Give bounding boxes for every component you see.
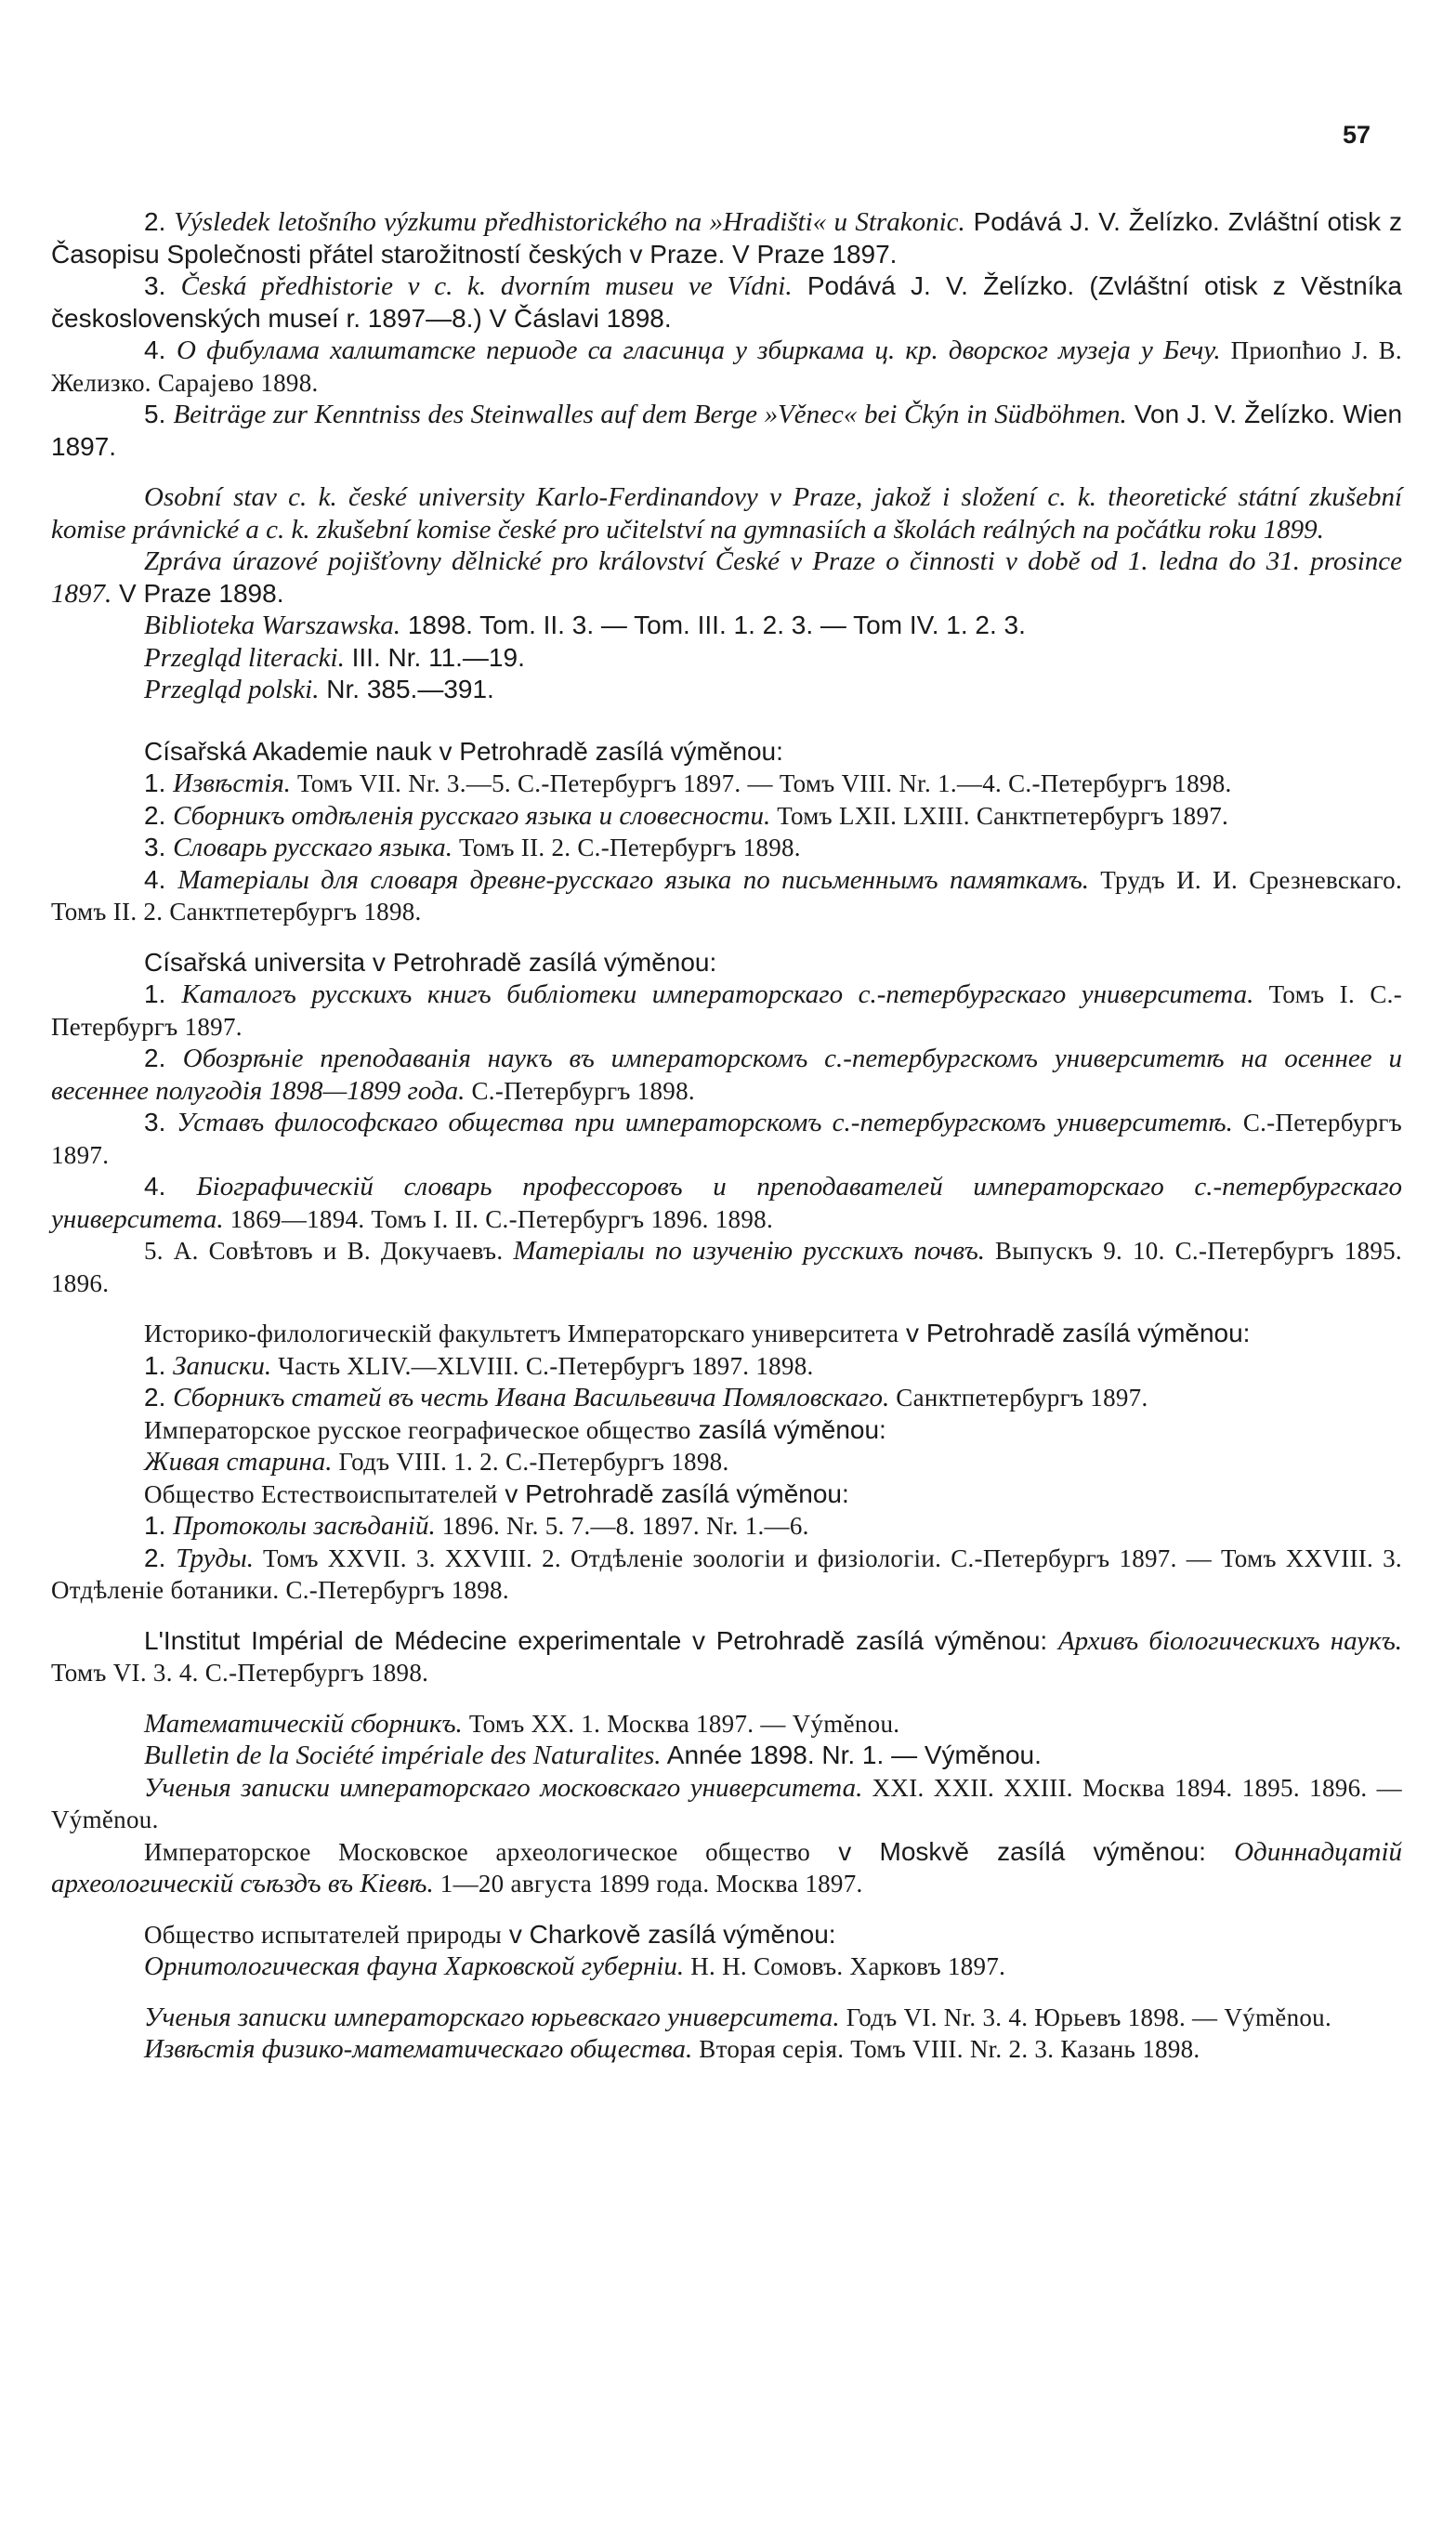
entry-text: 1. (144, 1511, 174, 1540)
entry-text: Томъ XX. 1. Москва 1897. — Výměnou. (462, 1709, 900, 1738)
entry-title: Уставъ философскаго общества при императорскомъ с.-петербургскомъ университетѣ. (177, 1108, 1233, 1137)
entry-text: 1. (144, 1350, 174, 1380)
entry-text: Общество испытателей природы (144, 1920, 503, 1949)
entry-text: 2. (144, 207, 175, 236)
bibliography-entry (51, 1708, 1402, 1740)
entry-text: С.-Петербургъ 1898. (465, 1076, 695, 1105)
bibliography-entry (51, 674, 1402, 706)
entry-text: Томъ II. 2. С.-Петербургъ 1898. (453, 834, 801, 861)
entry-text: v Petrohradě zasílá výměnou: (899, 1319, 1251, 1347)
entry-title: Извѣстія. (173, 768, 291, 798)
entry-text: 1. (144, 979, 182, 1008)
entry-text: Von J. V. Želízko. Wien 1897. (51, 400, 1403, 461)
entry-title: Матеріалы для словаря древне-русскаго языка по письменнымъ памяткамъ. (177, 864, 1090, 895)
entry-text: Томъ LXII. LXIII. Санктпетербургъ 1897. (770, 801, 1229, 830)
entry-title: Одиннадцатій археологическій съѣздъ въ Кіевѣ. (51, 1836, 1403, 1898)
bibliography-entry (51, 399, 1402, 463)
entry-text: Приопћио Ј. В. Желизко. Сарајево 1898. (51, 336, 1402, 397)
bibliography-entry (51, 1107, 1402, 1171)
entry-title: Výsledek letošního výzkumu předhistorického na »Hradišti« u Strakonic. (174, 207, 965, 237)
entry-text: III. Nr. 11.—19. (344, 642, 525, 672)
entry-title: Математическій сборникъ. (144, 1708, 463, 1739)
entry-title: Каталогъ русскихъ книгъ библіотеки императорскаго с.-петербургскаго университета. (181, 979, 1254, 1009)
entry-text: Podává J. V. Želízko. (Zvláštní otisk z Věstníka československých museí r. 1897—8.) V Čáslavi 1898. (51, 271, 1402, 333)
bibliography-entry (51, 1318, 1402, 1350)
bibliography-entry (51, 1414, 1402, 1447)
entry-title: Сборникъ отдѣленія русскаго языка и словесности. (173, 800, 771, 831)
bibliography-entry (51, 1740, 1402, 1772)
entry-text: Císařská Akademie nauk v Petrohradě zasílá výměnou: (144, 736, 783, 766)
entry-title: Матеріалы по изученію русскихъ почвъ. (513, 1236, 986, 1266)
entry-text: 2. (144, 1044, 183, 1072)
entry-title: Словарь русскаго языка. (173, 833, 453, 862)
entry-title: Biblioteka Warszawska. (144, 611, 401, 640)
entry-title: Записки. (173, 1350, 272, 1381)
entry-title: Обозрѣніе преподаванія наукъ въ императорскомъ с.-петербургскомъ университетѣ на осеннее и весеннее полугодія 1898—1899 года. (51, 1044, 1402, 1106)
entry-title: Архивъ біологическихъ наукъ. (1057, 1625, 1403, 1656)
entry-text: Nr. 385.—391. (319, 675, 494, 703)
entry-text: 1869—1894. Томъ I. II. С.-Петербургъ 1896. 1898. (223, 1204, 774, 1233)
entry-text: Томъ VI. 3. 4. С.-Петербургъ 1898. (51, 1659, 429, 1687)
entry-text: v Charkově zasílá výměnou: (502, 1919, 836, 1949)
entry-title: Сборникъ статей въ честь Ивана Васильевича Помяловскаго. (173, 1383, 890, 1412)
bibliography-entry (51, 1510, 1402, 1543)
bibliography-entry (51, 1919, 1402, 1951)
entry-text: Císařská universita v Petrohradě zasílá výměnou: (144, 947, 717, 977)
entry-text: Podává J. V. Želízko. Zvláštní otisk z Časopisu Společnosti přátel starožitností českých v Praze. V Praze 1897. (51, 207, 1402, 269)
bibliography-entry (51, 1625, 1402, 1689)
entry-text: L'Institut Impérial de Médecine experimentale v Petrohradě zasílá výměnou: (144, 1625, 1058, 1655)
bibliography-entry (51, 1043, 1402, 1107)
entry-title: Zpráva úrazové pojišťovny dělnické pro království České v Praze o činnosti v době od 1. ledna do 31. prosince 1897. (51, 546, 1402, 609)
entry-text: 1—20 августа 1899 года. Москва 1897. (433, 1870, 863, 1898)
bibliography-entry (51, 800, 1402, 833)
entry-text: Санктпетербургъ 1897. (889, 1384, 1148, 1412)
bibliography-entry (51, 206, 1402, 270)
page-body (51, 206, 1402, 2066)
bibliography-entry (51, 610, 1402, 642)
entry-text: XXI. XXII. XXIII. Москва 1894. 1895. 1896. — Výměnou. (51, 1773, 1402, 1833)
entry-text: zasílá výměnou: (690, 1414, 886, 1444)
entry-text: 4. (144, 335, 177, 364)
bibliography-entry (51, 270, 1402, 335)
bibliography-entry (51, 1951, 1402, 1983)
entry-text: 2. (144, 800, 174, 830)
entry-title: Орнитологическая фауна Харковской губерніи. (144, 1951, 685, 1981)
entry-title: Извѣстія физико-математическаго общества. (144, 2034, 693, 2064)
bibliography-entry (51, 1836, 1402, 1900)
bibliography-entry (51, 481, 1402, 545)
entry-title: Przegląd literacki. (144, 642, 345, 673)
entry-text: Общество Естествоиспытателей (144, 1479, 498, 1508)
entry-text: Вторая серія. Томъ VIII. Nr. 2. 3. Казань 1898. (692, 2035, 1200, 2063)
bibliography-entry (51, 1171, 1402, 1235)
entry-text: Томъ VII. Nr. 3.—5. С.-Петербургъ 1897. — Томъ VIII. Nr. 1.—4. С.-Петербургъ 1898. (290, 769, 1232, 797)
bibliography-entry (51, 1543, 1402, 1607)
entry-text: Н. Н. Сомовъ. Харковъ 1897. (684, 1952, 1006, 1980)
bibliography-entry (51, 832, 1402, 864)
bibliography-entry (51, 2002, 1402, 2034)
entry-text: Часть XLIV.—XLVIII. С.-Петербургъ 1897. 1898. (271, 1351, 814, 1380)
entry-text: V Praze 1898. (111, 578, 284, 608)
entry-title: О фибулама халштатске периоде са гласинца у збиркама ц. кр. дворског музеја у Бечу. (177, 335, 1221, 365)
entry-title: Bulletin de la Société impériale des Naturalites. (144, 1740, 662, 1770)
entry-text: С.-Петербургъ 1897. (51, 1109, 1402, 1169)
bibliography-entry (51, 335, 1402, 399)
bibliography-entry (51, 864, 1402, 928)
bibliography-entry (51, 1772, 1402, 1836)
bibliography-entry (51, 1350, 1402, 1383)
entry-title: Przegląd polski. (144, 675, 320, 704)
entry-title: Osobní stav c. k. české university Karlo-Ferdinandovy v Praze, jakož i složení c. k. theoretické státní zkušební komise právnické a c. k. zkušební komise české pro učitelství na gymnasiích a školách reálných na počátku roku 1899. (51, 482, 1402, 545)
entry-title: Живая старина. (144, 1447, 333, 1477)
entry-text: Année 1898. Nr. 1. — Výměnou. (661, 1740, 1042, 1769)
entry-text: Трудъ И. И. Срезневскаго. Томъ II. 2. Санктпетербургъ 1898. (51, 865, 1402, 926)
entry-text: 4. (144, 1172, 197, 1201)
entry-title: Česká předhistorie v c. k. dvorním museu ve Vídni. (180, 271, 793, 301)
bibliography-entry (51, 768, 1402, 800)
entry-text: Годъ VI. Nr. 3. 4. Юрьевъ 1898. — Výměnou. (839, 2003, 1332, 2031)
bibliography-entry (51, 736, 1402, 768)
entry-text: 3. (144, 833, 174, 861)
entry-text: 5. А. Совѣтовъ и В. Докучаевъ. (144, 1237, 514, 1265)
entry-title: Beiträge zur Kenntniss des Steinwalles auf dem Berge »Věnec« bei Čkýn in Südböhmen. (173, 400, 1127, 429)
entry-text: Годъ VIII. 1. 2. С.-Петербургъ 1898. (332, 1448, 729, 1476)
entry-text: Императорское русское географическое общество (144, 1415, 691, 1444)
entry-text: Историко-филологическій факультетъ Императорскаго университета (144, 1320, 899, 1347)
entry-title: Ученыя записки императорскаго юрьевскаго университета. (144, 2002, 840, 2032)
entry-title: Труды. (176, 1543, 254, 1573)
entry-text: Императорское Московское археологическое общество (144, 1837, 811, 1866)
entry-text: 1898. Tom. II. 3. — Tom. III. 1. 2. 3. — Tom IV. 1. 2. 3. (400, 611, 1026, 639)
bibliography-entry (51, 979, 1402, 1043)
entry-text: 2. (144, 1383, 174, 1412)
entry-text: 5. (144, 400, 174, 428)
bibliography-entry (51, 1478, 1402, 1511)
entry-text: 1. (144, 768, 174, 797)
entry-text: 1896. Nr. 5. 7.—8. 1897. Nr. 1.—6. (435, 1512, 809, 1540)
entry-text: Выпускъ 9. 10. С.-Петербургъ 1895. 1896. (51, 1237, 1402, 1297)
bibliography-entry (51, 642, 1402, 675)
entry-text: 4. (144, 864, 178, 894)
entry-text: 2. (144, 1543, 177, 1572)
entry-title: Біографическій словарь профессоровъ и преподавателей императорскаго с.-петербургскаго университета. (51, 1172, 1403, 1234)
bibliography-entry (51, 947, 1402, 979)
entry-text: 3. (144, 271, 181, 300)
bibliography-entry (51, 545, 1402, 610)
bibliography-entry (51, 1446, 1402, 1478)
entry-text: 3. (144, 1108, 177, 1136)
entry-title: Ученыя записки императорскаго московскаго университета. (144, 1772, 863, 1803)
entry-text: v Petrohradě zasílá výměnou: (497, 1478, 849, 1508)
bibliography-entry (51, 2033, 1402, 2066)
bibliography-entry (51, 1382, 1402, 1414)
bibliography-entry (51, 1235, 1402, 1299)
entry-text: Томъ I. С.-Петербургъ 1897. (51, 980, 1402, 1041)
entry-title: Протоколы засѣданій. (173, 1511, 436, 1541)
entry-text: Томъ XXVII. 3. XXVIII. 2. Отдѣленіе зоологіи и физіологіи. С.-Петербургъ 1897. — Томъ XXVIII. 3. Отдѣленіе ботаники. С.-Петербургъ 1898. (51, 1543, 1402, 1604)
entry-text: v Moskvě zasílá výměnou: (810, 1836, 1235, 1866)
page-number: 57 (1342, 121, 1371, 149)
